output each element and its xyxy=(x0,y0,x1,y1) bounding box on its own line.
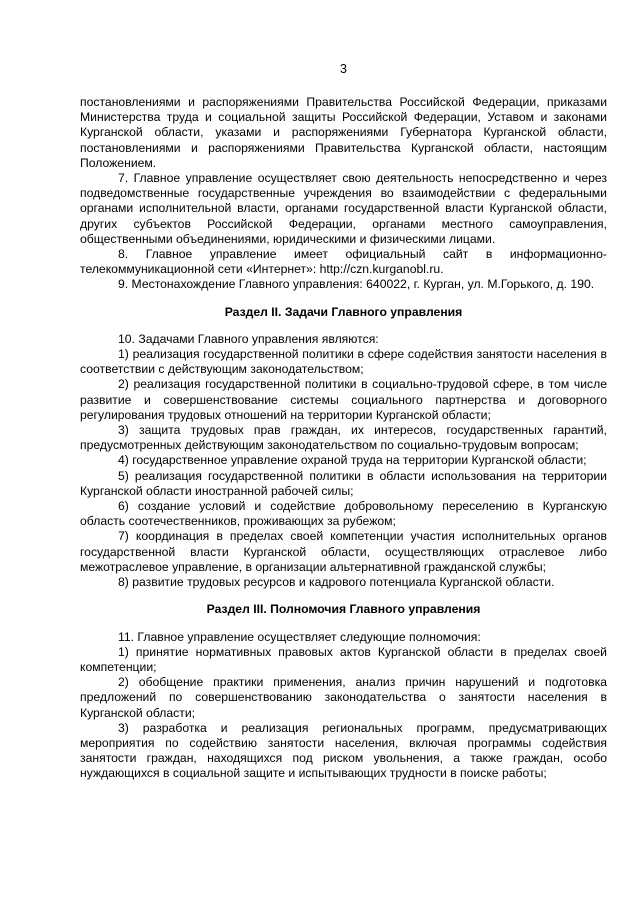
list-item: 3) разработка и реализация региональных программ, предусматривающих мероприятия по содействию занятости населения, включая программы содействия занятости граждан, находящихся под риском увольнения, а также граждан, особо нуждающихся в социальной защите и испытывающих трудности в поиске работы; xyxy=(80,720,607,781)
paragraph: 9. Местонахождение Главного управления: 640022, г. Курган, ул. М.Горького, д. 190. xyxy=(118,277,595,292)
page-number: 3 xyxy=(340,62,347,76)
paragraph: 11. Главное управление осуществляет следующие полномочия: xyxy=(118,629,481,644)
paragraph: 8. Главное управление имеет официальный сайт в информационно-телекоммуникационной сети «Интернет»: http://czn.kurganobl.ru. xyxy=(80,247,607,277)
list-item: 1) принятие нормативных правовых актов Курганской области в пределах своей компетенции; xyxy=(80,644,607,674)
list-item: 7) координация в пределах своей компетенции участия исполнительных органов государственной власти Курганской области, осуществляющих отраслевое либо межотраслевое управление, в организации альтернативной гражданской службы; xyxy=(80,529,607,574)
paragraph: 7. Главное управление осуществляет свою деятельность непосредственно и через подведомственные государственные учреждения во взаимодействии с федеральными органами исполнительной власти, органами государственной власти Курганской области, других субъектов Российской Федерации, органами местного самоуправления, общественными объединениями, юридическими и физическими лицами. xyxy=(80,171,607,246)
list-item: 3) защита трудовых прав граждан, их интересов, государственных гарантий, предусмотренных действующим законодательством по социально-трудовым вопросам; xyxy=(80,423,607,453)
list-item: 2) реализация государственной политики в социально-трудовой сфере, в том числе развитие и совершенствование системы социального партнерства и договорного регулирования трудовых отношений на территории Курганской области; xyxy=(80,377,607,422)
paragraph: 10. Задачами Главного управления являются: xyxy=(118,331,379,346)
list-item: 5) реализация государственной политики в области использования на территории Курганской области иностранной рабочей силы; xyxy=(80,468,607,498)
section-heading: Раздел III. Полномочия Главного управления xyxy=(206,602,481,617)
list-item: 4) государственное управление охраной труда на территории Курганской области; xyxy=(118,453,587,468)
list-item: 2) обобщение практики применения, анализ причин нарушений и подготовка предложений по совершенствованию законодательства о занятости населения в Курганской области; xyxy=(80,675,607,720)
paragraph: постановлениями и распоряжениями Правительства Российской Федерации, приказами Министерства труда и социальной защиты Российской Федерации, Уставом и законами Курганской области, указами и распоряжениями Губернатора Курганской области, постановлениями и распоряжениями Правительства Курганской области, настоящим Положением. xyxy=(80,95,607,170)
list-item: 1) реализация государственной политики в сфере содействия занятости населения в соответствии с действующим законодательством; xyxy=(80,347,607,377)
list-item: 8) развитие трудовых ресурсов и кадрового потенциала Курганской области. xyxy=(118,575,555,590)
list-item: 6) создание условий и содействие добровольному переселению в Курганскую область соотечественников, проживающих за рубежом; xyxy=(80,499,607,529)
section-heading: Раздел II. Задачи Главного управления xyxy=(224,304,463,319)
